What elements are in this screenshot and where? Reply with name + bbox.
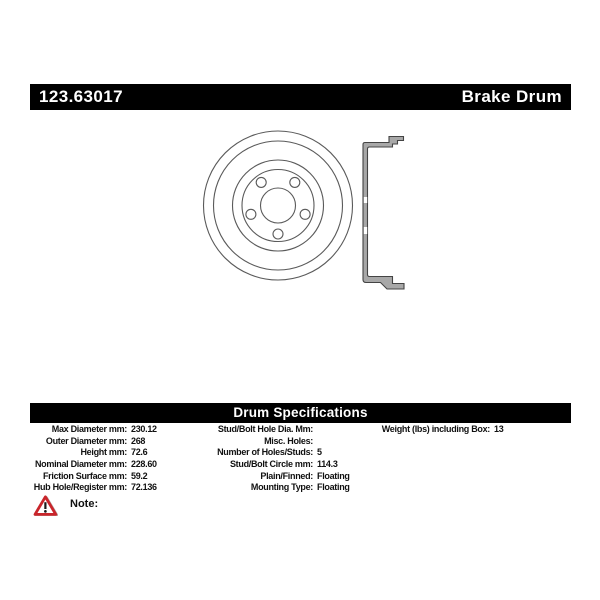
spec-label: Mounting Type: xyxy=(250,482,313,493)
spec-value: 230.12 xyxy=(131,424,157,434)
spec-row xyxy=(190,471,380,483)
spec-row xyxy=(190,436,380,448)
spec-label: Stud/Bolt Hole Dia. Mm: xyxy=(217,424,313,434)
brake-drum-technical-drawing xyxy=(190,126,410,294)
spec-label: Stud/Bolt Circle mm: xyxy=(229,459,313,470)
stud-holes xyxy=(246,177,310,239)
spec-value: 59.2 xyxy=(131,470,148,481)
spec-column-dimensions xyxy=(25,424,205,494)
spec-row xyxy=(25,424,205,436)
spec-label: Number of Holes/Studs: xyxy=(217,447,313,458)
spec-row xyxy=(25,447,205,459)
spec-row xyxy=(25,482,205,494)
spec-column-weight xyxy=(340,424,550,436)
spec-value: 72.136 xyxy=(131,482,157,493)
spec-value: 114.3 xyxy=(317,459,338,470)
spec-row xyxy=(340,424,550,436)
spec-label: Height mm: xyxy=(80,447,127,458)
spec-value: 268 xyxy=(131,435,146,446)
hub-hole xyxy=(261,188,296,223)
spec-label: Friction Surface mm: xyxy=(42,470,127,481)
spec-row xyxy=(25,436,205,448)
spec-value: 72.6 xyxy=(131,447,148,458)
product-title: Brake Drum xyxy=(461,87,562,106)
header-bar xyxy=(30,84,571,110)
spec-label: Max Diameter mm: xyxy=(51,424,127,434)
spec-row xyxy=(190,459,380,471)
spec-row xyxy=(25,459,205,471)
spec-value: 228.60 xyxy=(131,459,157,470)
spec-label: Outer Diameter mm: xyxy=(45,435,127,446)
spec-row xyxy=(25,471,205,483)
drum-front-view xyxy=(204,131,353,280)
spec-label: Plain/Finned: xyxy=(260,470,313,481)
spec-value: Floating xyxy=(317,470,350,481)
spec-row xyxy=(190,482,380,494)
spec-section-header xyxy=(30,403,571,423)
spec-label: Misc. Holes: xyxy=(264,435,313,446)
spec-row xyxy=(190,447,380,459)
part-number: 123.63017 xyxy=(39,87,123,106)
spec-value: 5 xyxy=(317,447,322,458)
spec-value: 13 xyxy=(494,424,504,434)
spec-label: Nominal Diameter mm: xyxy=(34,459,127,470)
warning-triangle-icon xyxy=(33,495,58,516)
spec-label: Hub Hole/Register mm: xyxy=(33,482,127,493)
spec-section-title: Drum Specifications xyxy=(233,405,368,420)
spec-label: Weight (lbs) including Box: xyxy=(381,424,490,434)
drum-side-view xyxy=(363,137,404,290)
note-label: Note: xyxy=(70,498,99,510)
spec-value: Floating xyxy=(317,482,350,493)
